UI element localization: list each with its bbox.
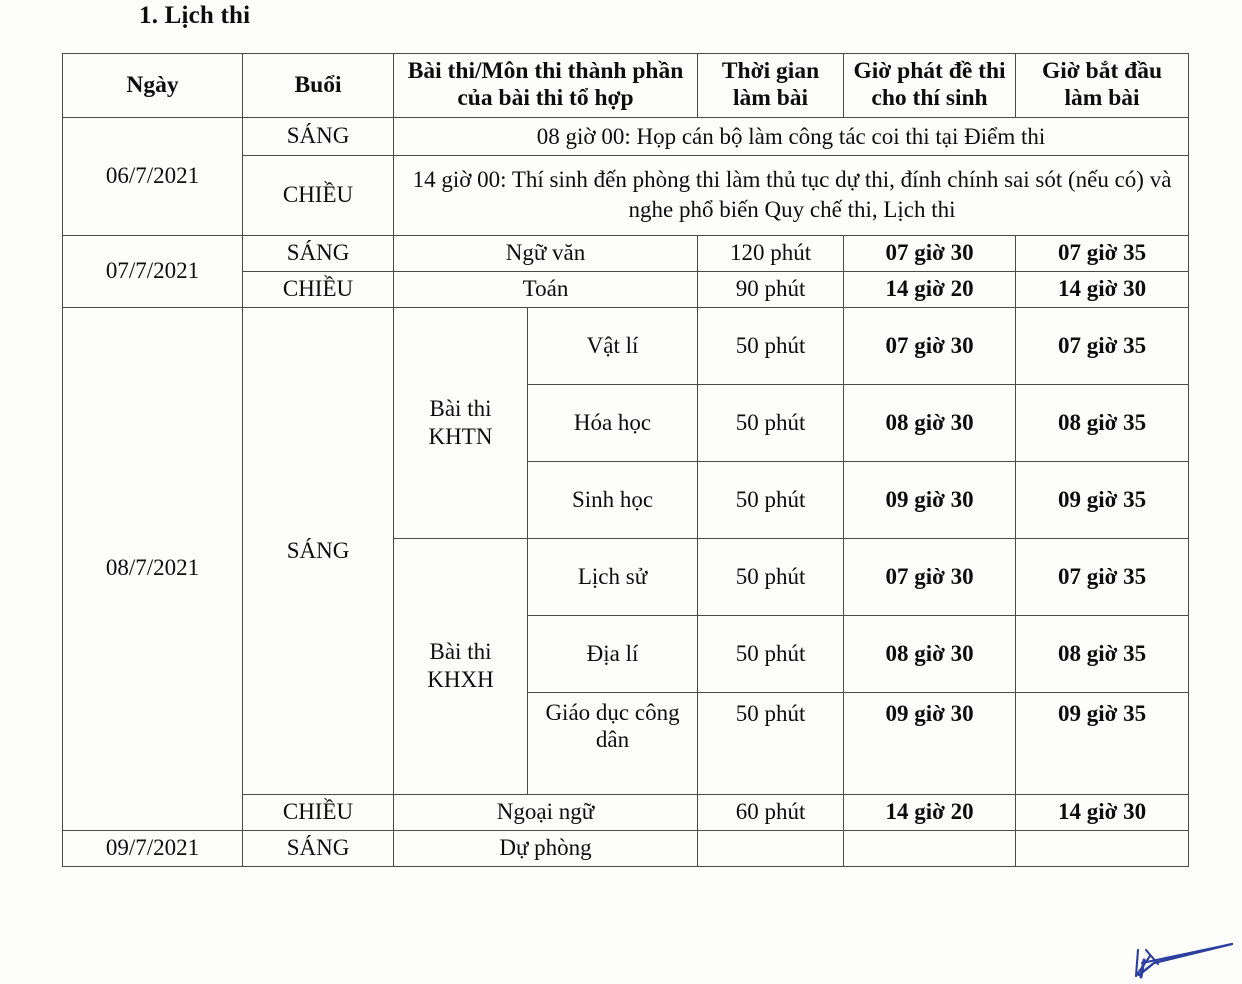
table-row bbox=[63, 117, 1189, 156]
duration-cell-du-phong bbox=[698, 830, 844, 866]
date-cell-day3: 08/7/2021 bbox=[63, 307, 243, 830]
session-cell-day2-afternoon: CHIỀU bbox=[243, 272, 394, 308]
handout-time-cell-sinh-hoc: 09 giờ 30 bbox=[844, 461, 1016, 538]
duration-cell-dia-li: 50 phút bbox=[698, 615, 844, 692]
column-header-thoi-gian: Thời gian làm bài bbox=[698, 54, 844, 118]
start-time-cell-dia-li: 08 giờ 35 bbox=[1016, 615, 1189, 692]
session-cell-day4-morning: SÁNG bbox=[243, 830, 394, 866]
subject-cell-giao-duc-cong-dan: Giáo dục công dân bbox=[528, 692, 698, 794]
column-header-bai-thi: Bài thi/Môn thi thành phần của bài thi tổ hợp bbox=[394, 54, 698, 118]
handout-time-cell-du-phong bbox=[844, 830, 1016, 866]
duration-cell-day2-morning: 120 phút bbox=[698, 236, 844, 272]
date-cell-day2: 07/7/2021 bbox=[63, 236, 243, 308]
duration-cell-giao-duc-cong-dan: 50 phút bbox=[698, 692, 844, 794]
subject-cell-hoa-hoc: Hóa học bbox=[528, 384, 698, 461]
column-header-ngay: Ngày bbox=[63, 54, 243, 118]
date-cell-day1: 06/7/2021 bbox=[63, 117, 243, 236]
subject-cell-ngoai-ngu: Ngoại ngữ bbox=[394, 794, 698, 830]
start-time-cell-vat-li: 07 giờ 35 bbox=[1016, 307, 1189, 384]
handwritten-signature-mark bbox=[1120, 930, 1242, 984]
duration-cell-hoa-hoc: 50 phút bbox=[698, 384, 844, 461]
start-time-cell-du-phong bbox=[1016, 830, 1189, 866]
session-cell-day1-morning: SÁNG bbox=[243, 117, 394, 156]
start-time-cell-day2-morning: 07 giờ 35 bbox=[1016, 236, 1189, 272]
start-time-cell-hoa-hoc: 08 giờ 35 bbox=[1016, 384, 1189, 461]
duration-cell-vat-li: 50 phút bbox=[698, 307, 844, 384]
subject-cell-dia-li: Địa lí bbox=[528, 615, 698, 692]
duration-cell-lich-su: 50 phút bbox=[698, 538, 844, 615]
subject-cell-day2-afternoon: Toán bbox=[394, 272, 698, 308]
start-time-cell-lich-su: 07 giờ 35 bbox=[1016, 538, 1189, 615]
table-row bbox=[63, 830, 1189, 866]
handout-time-cell-dia-li: 08 giờ 30 bbox=[844, 615, 1016, 692]
subject-cell-du-phong: Dự phòng bbox=[394, 830, 698, 866]
group-cell-khxh: Bài thi KHXH bbox=[394, 538, 528, 794]
header-row bbox=[63, 54, 1189, 118]
column-header-gio-bat-dau: Giờ bắt đầu làm bài bbox=[1016, 54, 1189, 118]
note-cell-day1-morning: 08 giờ 00: Họp cán bộ làm công tác coi thi tại Điểm thi bbox=[394, 117, 1189, 156]
table-body bbox=[63, 117, 1189, 866]
start-time-cell-giao-duc-cong-dan: 09 giờ 35 bbox=[1016, 692, 1189, 794]
note-cell-day1-afternoon: 14 giờ 00: Thí sinh đến phòng thi làm thủ tục dự thi, đính chính sai sót (nếu có) và nghe phổ biến Quy chế thi, Lịch thi bbox=[394, 156, 1189, 236]
column-header-buoi: Buổi bbox=[243, 54, 394, 118]
table-header bbox=[63, 54, 1189, 118]
page-title: 1. Lịch thi bbox=[139, 2, 251, 29]
duration-cell-sinh-hoc: 50 phút bbox=[698, 461, 844, 538]
subject-cell-vat-li: Vật lí bbox=[528, 307, 698, 384]
handout-time-cell-ngoai-ngu: 14 giờ 20 bbox=[844, 794, 1016, 830]
session-cell-day2-morning: SÁNG bbox=[243, 236, 394, 272]
duration-cell-day2-afternoon: 90 phút bbox=[698, 272, 844, 308]
table-row bbox=[63, 307, 1189, 384]
handout-time-cell-lich-su: 07 giờ 30 bbox=[844, 538, 1016, 615]
start-time-cell-ngoai-ngu: 14 giờ 30 bbox=[1016, 794, 1189, 830]
exam-schedule-table bbox=[62, 53, 1189, 867]
subject-cell-lich-su: Lịch sử bbox=[528, 538, 698, 615]
duration-cell-ngoai-ngu: 60 phút bbox=[698, 794, 844, 830]
table-row bbox=[63, 236, 1189, 272]
handout-time-cell-day2-morning: 07 giờ 30 bbox=[844, 236, 1016, 272]
handout-time-cell-hoa-hoc: 08 giờ 30 bbox=[844, 384, 1016, 461]
start-time-cell-day2-afternoon: 14 giờ 30 bbox=[1016, 272, 1189, 308]
session-cell-day3-afternoon: CHIỀU bbox=[243, 794, 394, 830]
session-cell-day3-morning: SÁNG bbox=[243, 307, 394, 794]
session-cell-day1-afternoon: CHIỀU bbox=[243, 156, 394, 236]
subject-cell-day2-morning: Ngữ văn bbox=[394, 236, 698, 272]
handout-time-cell-giao-duc-cong-dan: 09 giờ 30 bbox=[844, 692, 1016, 794]
date-cell-day4: 09/7/2021 bbox=[63, 830, 243, 866]
subject-cell-sinh-hoc: Sinh học bbox=[528, 461, 698, 538]
handout-time-cell-vat-li: 07 giờ 30 bbox=[844, 307, 1016, 384]
start-time-cell-sinh-hoc: 09 giờ 35 bbox=[1016, 461, 1189, 538]
handout-time-cell-day2-afternoon: 14 giờ 20 bbox=[844, 272, 1016, 308]
column-header-gio-phat: Giờ phát đề thi cho thí sinh bbox=[844, 54, 1016, 118]
group-cell-khtn: Bài thi KHTN bbox=[394, 307, 528, 538]
